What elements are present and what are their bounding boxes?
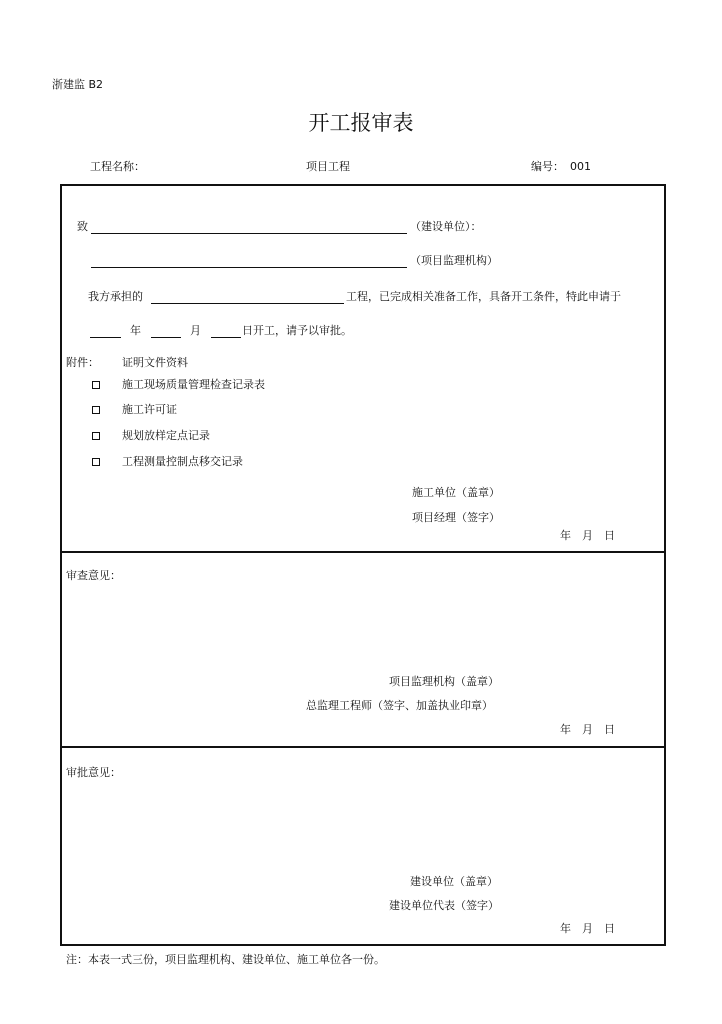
footnote: 注：本表一式三份，项目监理机构、建设单位、施工单位各一份。 (66, 953, 385, 966)
project-name-value: 项目工程 (306, 160, 350, 173)
project-name-label: 工程名称： (90, 160, 145, 173)
project-blank[interactable] (151, 303, 344, 304)
sign-person-2: 总监理工程师（签字、加盖执业印章） (306, 699, 493, 712)
review-opinion-label: 审查意见： (66, 569, 121, 582)
to-label: 致 (77, 220, 88, 233)
attachments-title: 证明文件资料 (122, 356, 188, 369)
month-label: 月 (190, 324, 201, 337)
sign-person-3: 建设单位代表（签字） (389, 899, 499, 912)
day-blank[interactable] (211, 337, 241, 338)
construction-unit-suffix: （建设单位）： (410, 220, 482, 233)
sign-unit-2: 项目监理机构（盖章） (389, 675, 499, 688)
number-value: 001 (570, 160, 591, 173)
attachment-item-3: 规划放样定点记录 (122, 429, 210, 442)
attachment-checkbox-2[interactable] (92, 406, 100, 414)
body-suffix: 工程，已完成相关准备工作，具备开工条件，特此申请于 (346, 290, 621, 303)
attachment-item-4: 工程测量控制点移交记录 (122, 455, 243, 468)
attachment-item-2: 施工许可证 (122, 403, 177, 416)
construction-unit-blank[interactable] (91, 233, 407, 234)
attachment-item-1: 施工现场质量管理检查记录表 (122, 378, 265, 391)
section-divider-2 (60, 746, 666, 748)
date-1: 年 月 日 (560, 529, 615, 542)
supervision-org-blank[interactable] (91, 267, 407, 268)
sign-person-1: 项目经理（签字） (412, 511, 500, 524)
date-2: 年 月 日 (560, 723, 615, 736)
body-prefix: 我方承担的 (88, 290, 143, 303)
attachments-label: 附件： (66, 356, 99, 369)
number-label: 编号： (531, 160, 564, 173)
month-blank[interactable] (151, 337, 181, 338)
day-suffix: 日开工，请予以审批。 (242, 324, 352, 337)
section-divider-1 (60, 551, 666, 553)
approval-opinion-label: 审批意见： (66, 766, 121, 779)
year-blank[interactable] (90, 337, 121, 338)
attachment-checkbox-3[interactable] (92, 432, 100, 440)
date-3: 年 月 日 (560, 922, 615, 935)
supervision-org-suffix: （项目监理机构） (410, 254, 498, 267)
sign-unit-1: 施工单位（盖章） (412, 486, 500, 499)
form-code: 浙建监 B2 (52, 78, 104, 91)
year-label: 年 (130, 324, 141, 337)
sign-unit-3: 建设单位（盖章） (410, 875, 498, 888)
attachment-checkbox-1[interactable] (92, 381, 100, 389)
page-title: 开工报审表 (308, 111, 414, 135)
attachment-checkbox-4[interactable] (92, 458, 100, 466)
